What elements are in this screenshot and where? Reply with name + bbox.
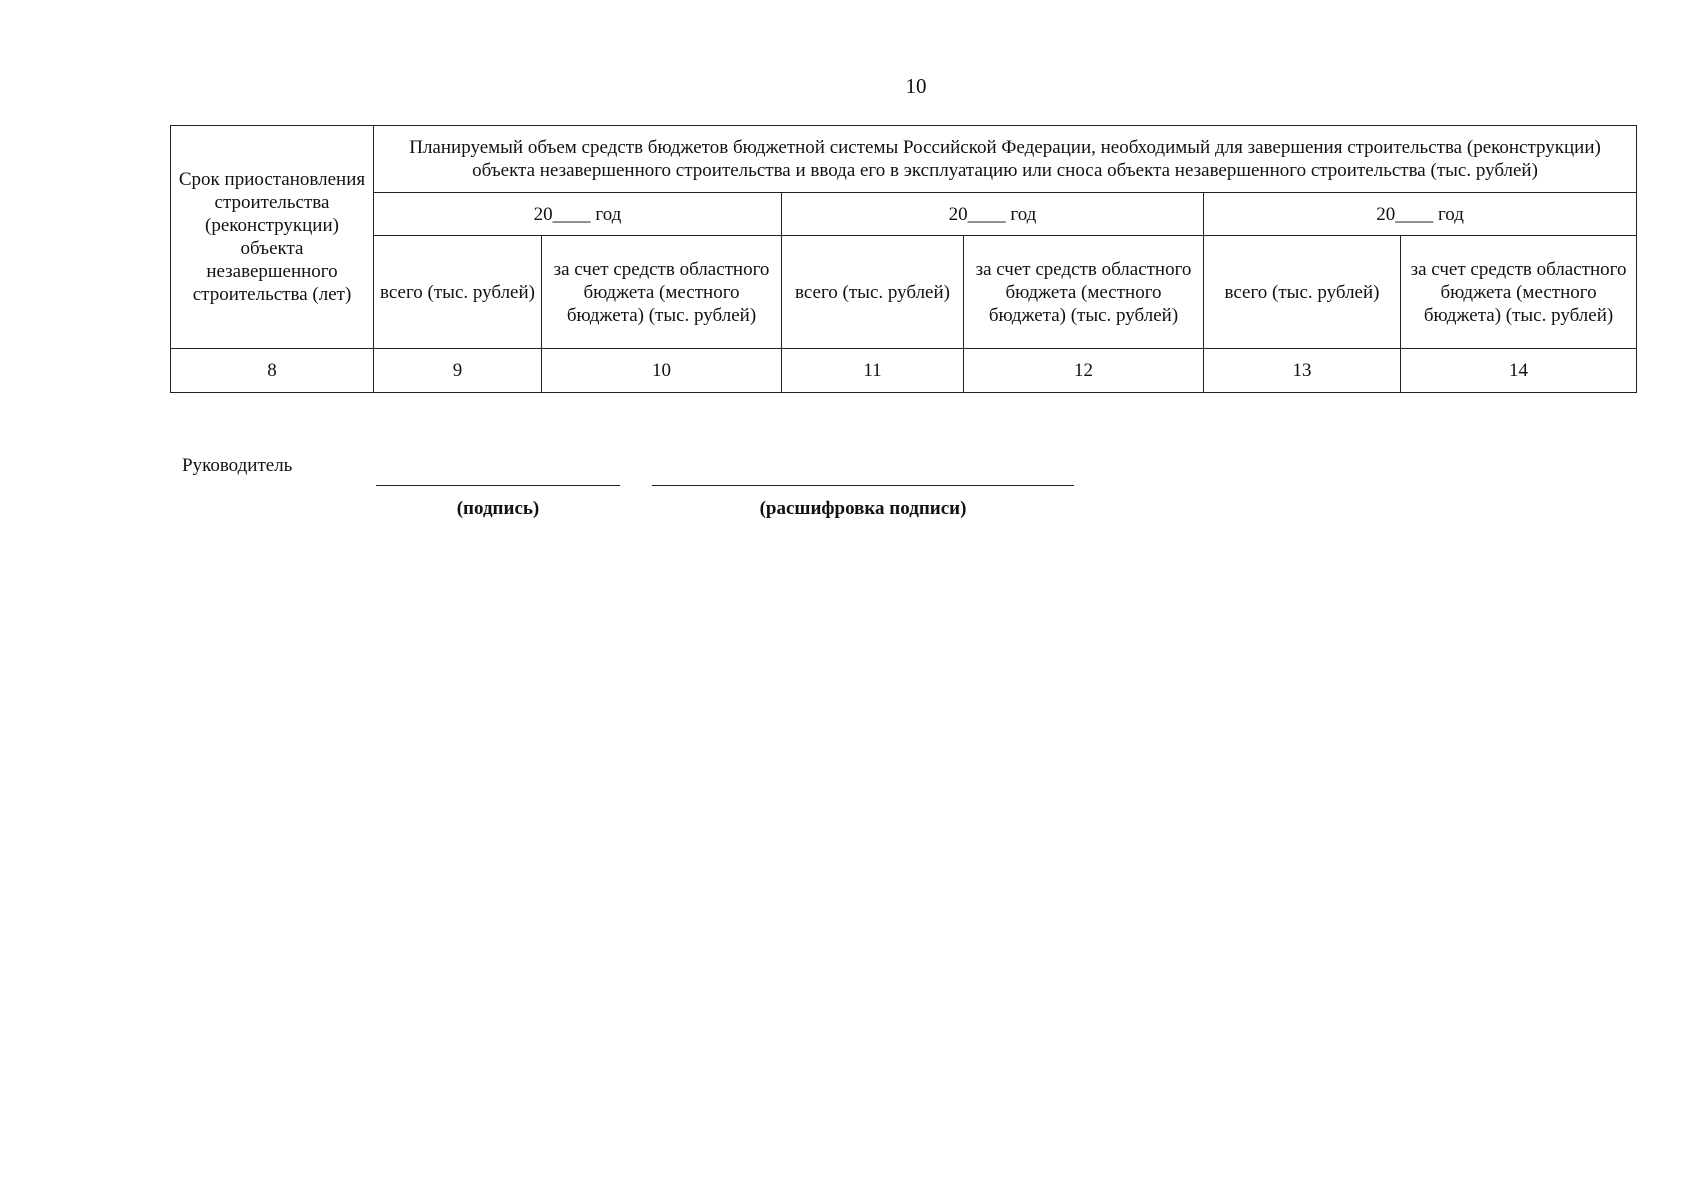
column-number: 11 (782, 349, 964, 393)
total-header-year-2: всего (тыс. рублей) (782, 236, 964, 349)
column-number: 10 (542, 349, 782, 393)
header-row-years (171, 193, 1637, 236)
column-number: 12 (964, 349, 1204, 393)
budget-form-table (170, 125, 1637, 393)
signature-decode-caption: (расшифровка подписи) (759, 498, 967, 519)
signature-decode-line (652, 485, 1074, 486)
column-number-row (171, 349, 1637, 393)
signature-caption: (подпись) (456, 498, 540, 519)
regional-header-year-1: за счет средств областного бюджета (местного бюджета) (тыс. рублей) (542, 236, 782, 349)
signature-line (376, 485, 620, 486)
total-header-year-1: всего (тыс. рублей) (374, 236, 542, 349)
year-header-2: 20____ год (782, 193, 1204, 236)
regional-header-year-3: за счет средств областного бюджета (местного бюджета) (тыс. рублей) (1401, 236, 1637, 349)
suspension-period-header: Срок приостановления строительства (реконструкции) объекта незавершенного строительства (лет) (171, 126, 374, 349)
year-header-1: 20____ год (374, 193, 782, 236)
total-header-year-3: всего (тыс. рублей) (1204, 236, 1401, 349)
header-row-1 (171, 126, 1637, 193)
column-number: 13 (1204, 349, 1401, 393)
year-header-3: 20____ год (1204, 193, 1637, 236)
planned-volume-header: Планируемый объем средств бюджетов бюджетной системы Российской Федерации, необходимый для завершения строительства (реконструкции) объекта незавершенного строительства и ввода его в эксплуатацию или сноса объекта незавершенного строительства (тыс. рублей) (374, 126, 1637, 193)
column-number: 9 (374, 349, 542, 393)
column-number: 14 (1401, 349, 1637, 393)
head-label: Руководитель (182, 455, 293, 476)
header-row-sub (171, 236, 1637, 349)
page-number: 10 (905, 74, 927, 98)
column-number: 8 (171, 349, 374, 393)
regional-header-year-2: за счет средств областного бюджета (местного бюджета) (тыс. рублей) (964, 236, 1204, 349)
